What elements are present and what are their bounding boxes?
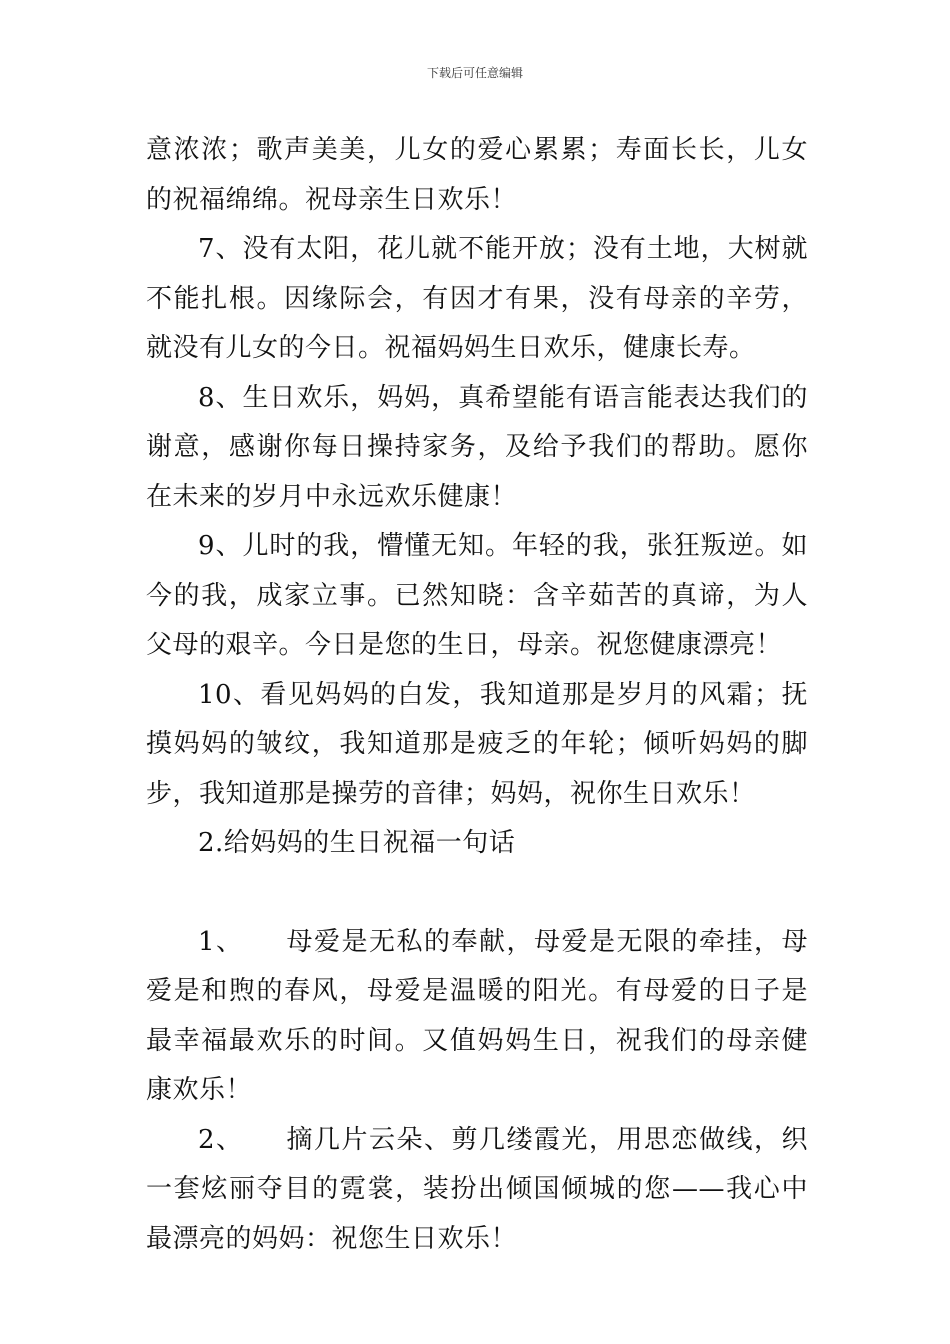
paragraph-item-7: 7、没有太阳，花儿就不能开放；没有土地，大树就不能扎根。因缘际会，有因才有果，没有母亲的辛劳，就没有儿女的今日。祝福妈妈生日欢乐，健康长寿。 [146,234,808,363]
page-header: 下载后可任意编辑 [426,66,523,80]
list-item-text: 摘几片云朵、剪几缕霞光，用思恋做线，织一套炫丽夺目的霓裳，装扮出倾国倾城的您——我心中最漂亮的妈妈：祝您生日欢乐！ [146,1124,808,1254]
list-item-text: 母爱是无私的奉献，母爱是无限的牵挂，母爱是和煦的春风，母爱是温暖的阳光。有母爱的日子是最幸福最欢乐的时间。又值妈妈生日，祝我们的母亲健康欢乐！ [146,926,808,1105]
list-item-number: 2、 [198,1124,244,1155]
paragraph-continuation: 意浓浓；歌声美美，儿女的爱心累累；寿面长长，儿女的祝福绵绵。祝母亲生日欢乐！ [146,135,808,215]
paragraph-item-8: 8、生日欢乐，妈妈，真希望能有语言能表达我们的谢意，感谢你每日操持家务，及给予我们的帮助。愿你在未来的岁月中永远欢乐健康！ [146,382,808,512]
paragraph-item-10: 10、看见妈妈的白发，我知道那是岁月的风霜；抚摸妈妈的皱纹，我知道那是疲乏的年轮；倾听妈妈的脚步，我知道那是操劳的音律；妈妈，祝你生日欢乐！ [146,679,808,809]
section-heading: 2.给妈妈的生日祝福一句话 [198,828,516,858]
list-item [146,1116,808,1265]
list-item-number: 1、 [198,926,244,957]
paragraph-item-9: 9、儿时的我，懵懂无知。年轻的我，张狂叛逆。如今的我，成家立事。已然知晓：含辛茹苦的真谛，为人父母的艰辛。今日是您的生日，母亲。祝您健康漂亮！ [146,531,808,660]
document-body [146,126,808,1264]
list-item [146,918,808,1116]
